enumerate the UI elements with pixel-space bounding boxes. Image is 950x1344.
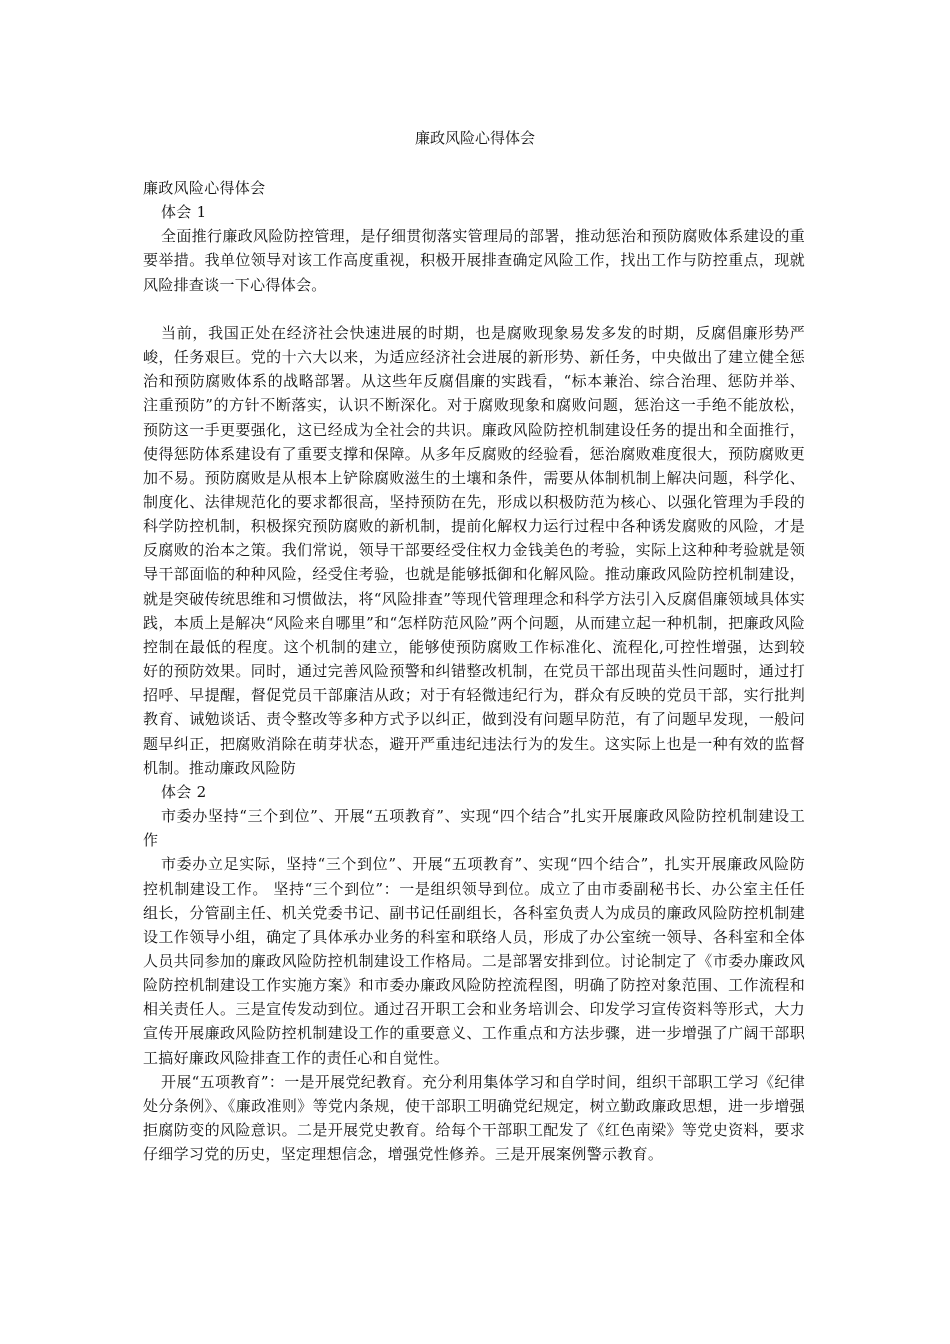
document-title: 廉政风险心得体会 [414,129,535,147]
section-2-paragraph-2: 开展“五项教育”：一是开展党纪教育。充分利用集体学习和自学时间，组织干部职工学习《纪律处分条例》、《廉政准则》等党内条规，使干部职工明确党纪规定，树立勤政廉政思想，进一步增强拒腐防变的风险意识。二是开展党史教育。给每个干部职工配发了《红色南梁》等党史资料，要求仔细学习党的历史，坚定理想信念，增强党性修养。三是开展案例警示教育。 [143,1072,805,1164]
section-2-paragraph-1: 市委办立足实际，坚持“三个到位”、开展“五项教育”、实现“四个结合”，扎实开展廉政风险防控机制建设工作。 坚持“三个到位”：一是组织领导到位。成立了由市委副秘书长、办公室主任任组长，分管副主任、机关党委书记、副书记任副组长，各科室负责人为成员的廉政风险防控机制建设工作领导小组，确定了具体承办业务的科室和联络人员，形成了办公室统一领导、各科室和全体人员共同参加的廉政风险防控机制建设工作格局。二是部署安排到位。讨论制定了《市委办廉政风险防控机制建设工作实施方案》和市委办廉政风险防控流程图，明确了防控对象范围、工作流程和相关责任人。三是宣传发动到位。通过召开职工会和业务培训会、印发学习宣传资料等形式，大力宣传开展廉政风险防控机制建设工作的重要意义、工作重点和方法步骤，进一步增强了广阔干部职工搞好廉政风险排查工作的责任心和自觉性。 [143,855,805,1067]
section-1-paragraph-1: 全面推行廉政风险防控管理，是仔细贯彻落实管理局的部署，推动惩治和预防腐败体系建设的重要举措。我单位领导对该工作高度重视，积极开展排查确定风险工作，找出工作与防控重点，现就风险排查谈一下心得体会。 [143,227,805,294]
section-2-label: 体会 2 [161,782,207,801]
section-2-heading: 市委办坚持“三个到位”、开展“五项教育”、实现“四个结合”扎实开展廉政风险防控机制建设工作 [143,807,805,850]
paragraph-spacer [143,297,805,321]
section-1-paragraph-2: 当前，我国正处在经济社会快速进展的时期，也是腐败现象易发多发的时期，反腐倡廉形势严峻，任务艰巨。党的十六大以来，为适应经济社会进展的新形势、新任务，中央做出了建立健全惩治和预防腐败体系的战略部署。从这些年反腐倡廉的实践看，“标本兼治、综合治理、惩防并举、注重预防”的方针不断落实，认识不断深化。对于腐败现象和腐败问题，惩治这一手绝不能放松，预防这一手更要强化，这已经成为全社会的共识。廉政风险防控机制建设任务的提出和全面推行，使得惩防体系建设有了重要支撑和保障。从多年反腐败的经验看，惩治腐败难度很大，预防腐败更加不易。预防腐败是从根本上铲除腐败滋生的土壤和条件，需要从体制机制上解决问题，科学化、制度化、法律规范化的要求都很高，坚持预防在先，形成以积极防范为核心、以强化管理为手段的科学防控机制，积极探究预防腐败的新机制，提前化解权力运行过程中各种诱发腐败的风险，才是反腐败的治本之策。我们常说，领导干部要经受住权力金钱美色的考验，实际上这种种考验就是领导干部面临的种种风险，经受住考验，也就是能够抵御和化解风险。推动廉政风险防控机制建设，就是突破传统思维和习惯做法，将“风险排查”等现代管理理念和科学方法引入反腐倡廉领域具体实践，本质上是解决“风险来自哪里”和“怎样防范风险”两个问题，从而建立起一种机制，把廉政风险控制在最低的程度。这个机制的建立，能够使预防腐败工作标准化、流程化,可控性增强，达到较好的预防效果。同时，通过完善风险预警和纠错整改机制，在党员干部出现苗头性问题时，通过打招呼、早提醒，督促党员干部廉洁从政；对于有轻微违纪行为，群众有反映的党员干部，实行批判教育、诫勉谈话、责令整改等多种方式予以纠正，做到没有问题早防范，有了问题早发现，一般问题早纠正，把腐败消除在萌芽状态，避开严重违纪违法行为的发生。这实际上也是一种有效的监督机制。推动廉政风险防 [143,323,805,777]
document-body [143,176,805,1166]
section-1-label: 体会 1 [161,203,207,222]
document-heading: 廉政风险心得体会 [143,179,266,197]
